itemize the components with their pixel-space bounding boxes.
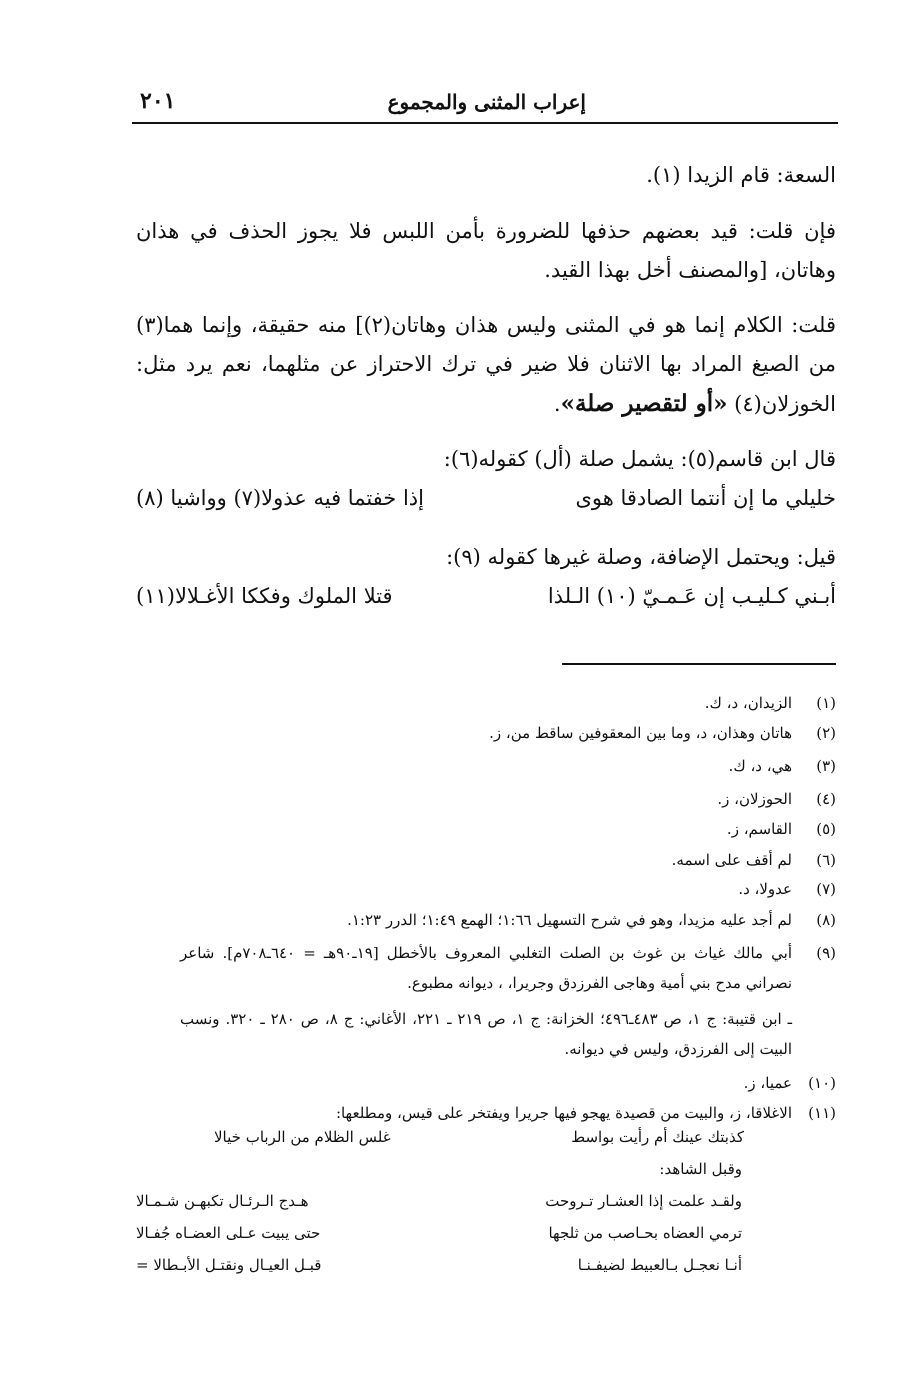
paragraph-3-text: قلت: الكلام إنما هو في المثنى وليس هذان وهاتان(٢)] منه حقيقة، وإنما هما(٣) من الصيغ المراد بها الاثنان فلا ضير في ترك الاحتراز عن مثلهما، نعم يرد مثل: الخوزلان(٤) bbox=[136, 313, 836, 416]
witness-verse-1-first: ولقـد علمت إذا العشـار تـروحت bbox=[545, 1192, 742, 1210]
witness-verse-2-second: حتى يبيت عـلى العضـاه جُفـالا bbox=[136, 1224, 321, 1242]
footnote-text: الزيدان، د، ك. bbox=[704, 694, 792, 712]
verse-2 bbox=[136, 584, 836, 624]
footnote-text: أبي مالك غياث بن غوث بن الصلت التغلبي المعروف بالأخطل [١٩ـ٩٠هـ = ٦٤٠ـ٧٠٨م]. شاعر نصراني مدح بني أمية وهاجى الفرزدق وجريرا، ، ديوانه مطبوع. bbox=[180, 944, 792, 992]
footnote-number: (٨) bbox=[816, 911, 836, 929]
verse-2-second-hemistich: قتلا الملوك وفككا الأغـلالا(١١) bbox=[136, 584, 393, 608]
paragraph-1: السعة: قام الزيدا (١). bbox=[646, 163, 836, 187]
witness-verse-3 bbox=[136, 1256, 742, 1286]
witness-verse-1 bbox=[136, 1192, 742, 1222]
footnote-text: عميا، ز. bbox=[743, 1074, 792, 1092]
footnote-number: (١٠) bbox=[808, 1074, 836, 1092]
paragraph-3 bbox=[136, 306, 836, 424]
witness-verse-2 bbox=[136, 1224, 742, 1254]
verse-2-first-hemistich: أبـني كـليـب إن عَـمـيّ (١٠) الـلذا bbox=[547, 584, 836, 608]
footnote-text: هي، د، ك. bbox=[728, 757, 792, 775]
footnote-text: الحوزلان، ز. bbox=[717, 790, 792, 808]
footnote-text: هاتان وهذان، د، وما بين المعقوفين ساقط من، ز. bbox=[489, 724, 792, 742]
page-number: ٢٠١ bbox=[140, 88, 176, 114]
footnote-separator bbox=[562, 663, 836, 665]
footnote-number: (٥) bbox=[816, 820, 836, 838]
footnote-number: (٤) bbox=[816, 790, 836, 808]
witness-verse-3-first: أنـا نعجـل بـالعبيط لضيفـنـا bbox=[577, 1256, 742, 1274]
footnote-number: (٢) bbox=[816, 724, 836, 742]
quoted-phrase: «أو لتقصير صلة» bbox=[560, 390, 728, 417]
opening-verse-second: غلس الظلام من الرباب خيالا bbox=[214, 1128, 391, 1146]
footnote-text: القاسم، ز. bbox=[726, 820, 792, 838]
footnote-text: لم أجد عليه مزيدا، وهو في شرح التسهيل ١:٦٦؛ الهمع ١:٤٩؛ الدرر ١:٢٣. bbox=[347, 911, 792, 929]
paragraph-2: فإن قلت: قيد بعضهم حذفها للضرورة بأمن اللبس فلا يجوز الحذف في هذان وهاتان، [والمصنف أخل بهذا القيد. bbox=[136, 219, 836, 282]
verse-1-first-hemistich: خليلي ما إن أنتما الصادقا هوى bbox=[575, 486, 836, 510]
paragraph-5: قيل: ويحتمل الإضافة، وصلة غيرها كقوله (٩): bbox=[446, 545, 836, 569]
footnote-number: (٩) bbox=[816, 944, 836, 962]
verse-1 bbox=[136, 486, 836, 526]
chapter-title: إعراب المثنى والمجموع bbox=[387, 90, 586, 114]
running-header bbox=[132, 88, 838, 124]
footnote-9-continuation: ـ ابن قتيبة: ج ١، ص ٤٨٣ـ٤٩٦؛ الخزانة: ج ١، ص ٢١٩ ـ ٢٢١، الأغاني: ج ٨، ص ٢٨٠ ـ ٣٢٠. ونسب البيت إلى الفرزدق، وليس في ديوانه. bbox=[180, 1010, 793, 1058]
footnote-number: (٧) bbox=[816, 880, 836, 898]
paragraph-3-end: . bbox=[553, 392, 561, 416]
footnote-number: (٣) bbox=[816, 757, 836, 775]
before-witness-label bbox=[136, 1160, 742, 1190]
opening-verse-first: كذبتك عينك أم رأيت بواسط bbox=[571, 1128, 744, 1146]
footnote-number: (٦) bbox=[816, 851, 836, 869]
before-witness-text: وقبل الشاهد: bbox=[659, 1160, 742, 1178]
footnote-number: (١١) bbox=[808, 1104, 836, 1122]
footnote-text: الاغلاقا، ز، والبيت من قصيدة يهجو فيها جريرا ويفتخر على قيس، ومطلعها: bbox=[335, 1104, 792, 1122]
footnote-number: (١) bbox=[816, 694, 836, 712]
witness-verse-3-second: قبـل العيـال ونقتـل الأبـطالا = bbox=[136, 1256, 322, 1274]
witness-verse-2-first: ترمي العضاه بحـاصب من ثلجها bbox=[548, 1224, 742, 1242]
footnote-text: لم أقف على اسمه. bbox=[671, 851, 792, 869]
verse-1-second-hemistich: إذا خفتما فيه عذولا(٧) وواشيا (٨) bbox=[136, 486, 424, 510]
footnote-text: عدولا، د. bbox=[738, 880, 792, 898]
witness-verse-1-second: هـدج الـرئـال تكبهـن شـمـالا bbox=[136, 1192, 309, 1210]
paragraph-4: قال ابن قاسم(٥): يشمل صلة (أل) كقوله(٦): bbox=[443, 447, 836, 471]
opening-verse bbox=[214, 1128, 744, 1158]
